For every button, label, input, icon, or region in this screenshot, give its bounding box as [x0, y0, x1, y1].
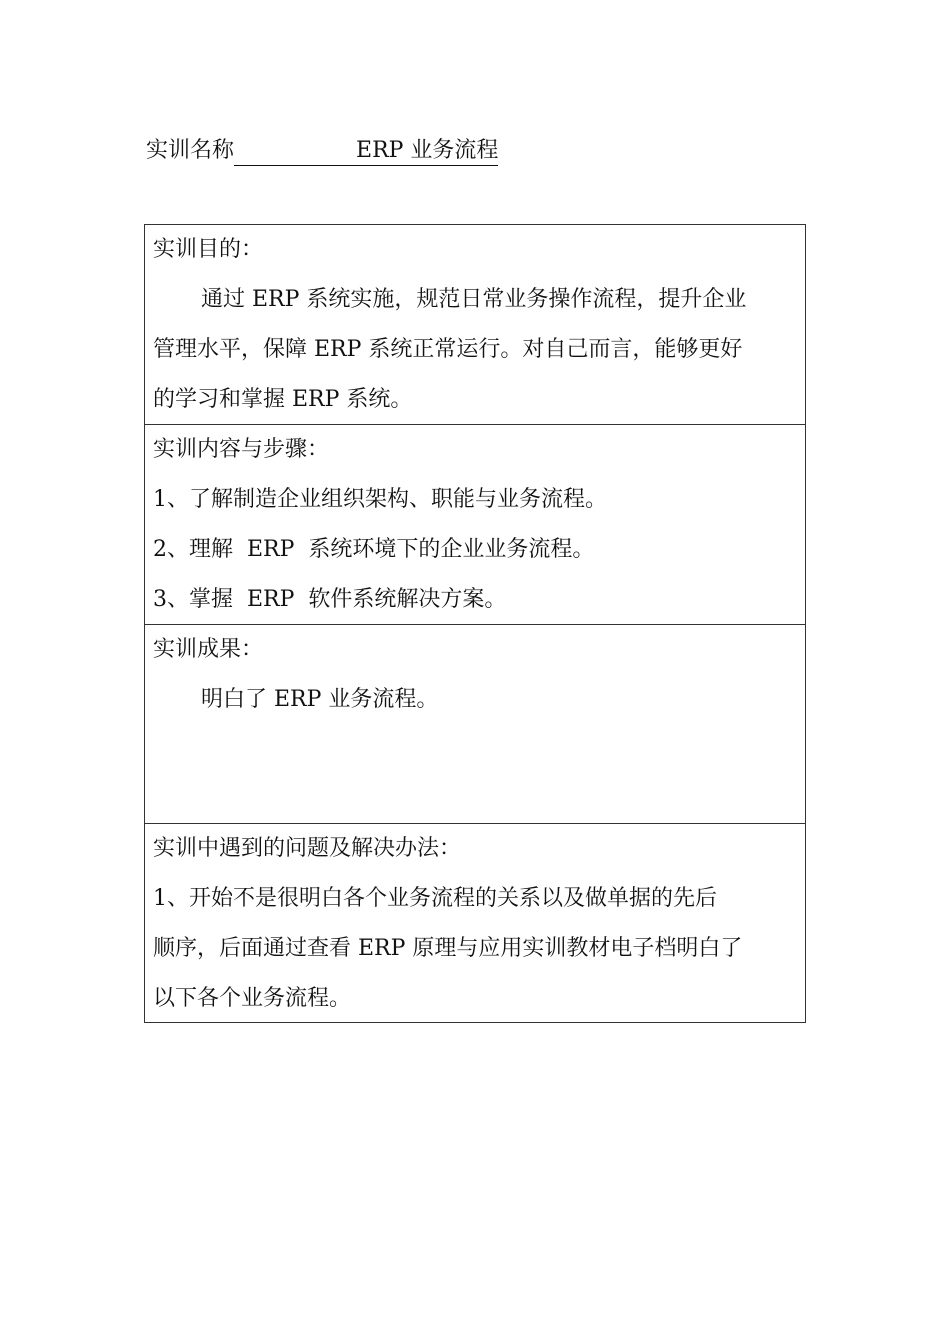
- problems-line: 以下各个业务流程。: [153, 986, 352, 1011]
- training-title: [146, 135, 498, 167]
- training-report-table: [144, 224, 806, 1023]
- purpose-line: 管理水平，保障 ERP 系统正常运行。对自己而言，能够更好: [153, 337, 743, 362]
- section-problems-heading: 实训中遇到的问题及解决办法：: [153, 836, 462, 861]
- section-purpose-heading: 实训目的：: [153, 237, 264, 262]
- training-title-label: 实训名称: [146, 138, 235, 163]
- section-problems-solutions: [145, 824, 805, 1022]
- section-purpose: [145, 225, 805, 425]
- section-content-heading: 实训内容与步骤：: [153, 437, 330, 462]
- problems-line: 顺序，后面通过查看 ERP 原理与应用实训教材电子档明白了: [153, 936, 743, 961]
- problems-line: 1、开始不是很明白各个业务流程的关系以及做单据的先后: [153, 886, 717, 911]
- section-result: [145, 625, 805, 824]
- section-result-heading: 实训成果：: [153, 637, 264, 662]
- purpose-line: 的学习和掌握 ERP 系统。: [153, 387, 413, 412]
- content-step-item: 1、了解制造企业组织架构、职能与业务流程。: [153, 487, 607, 512]
- content-step-item: 2、理解 ERP 系统环境下的企业业务流程。: [153, 537, 595, 562]
- result-text: 明白了 ERP 业务流程。: [201, 687, 439, 712]
- purpose-line: 通过 ERP 系统实施，规范日常业务操作流程，提升企业: [201, 287, 747, 312]
- training-title-value: ERP 业务流程: [234, 137, 498, 166]
- section-content-steps: [145, 425, 805, 625]
- content-step-item: 3、掌握 ERP 软件系统解决方案。: [153, 587, 507, 612]
